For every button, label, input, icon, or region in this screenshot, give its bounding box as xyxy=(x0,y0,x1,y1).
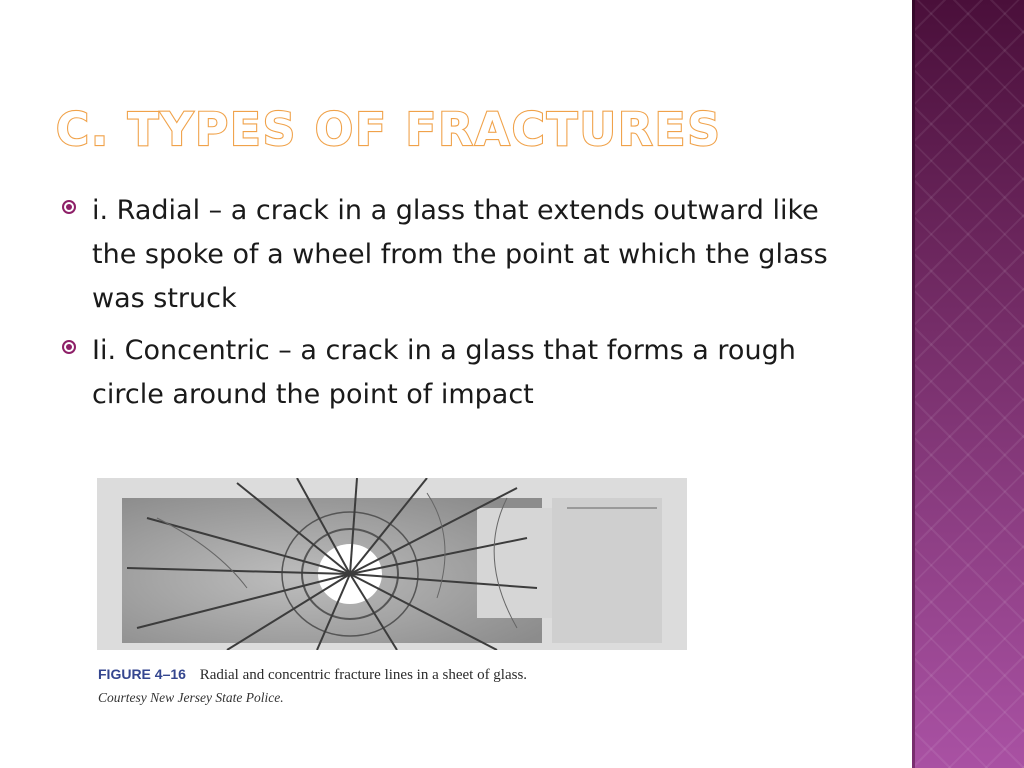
bullet-text: Ii. Concentric – a crack in a glass that forms a rough circle around the point of impact xyxy=(92,335,796,410)
bullet-item-radial xyxy=(62,189,852,321)
figure-caption-text: Radial and concentric fracture lines in a sheet of glass. xyxy=(199,667,528,683)
fracture-photo xyxy=(97,478,687,650)
side-band-edge xyxy=(912,0,915,768)
bullet-list xyxy=(62,189,852,425)
figure-credit: Courtesy New Jersey State Police. xyxy=(98,690,284,705)
bullet-text: i. Radial – a crack in a glass that extends outward like the spoke of a wheel from the point at which the glass was struck xyxy=(92,195,828,314)
decorative-side-band xyxy=(912,0,1024,768)
circle-bullet-icon xyxy=(62,200,76,214)
slide-title: C. TYPES OF FRACTURES xyxy=(56,103,722,156)
shattered-glass-image xyxy=(97,478,687,650)
figure-caption xyxy=(98,666,527,684)
bullet-item-concentric xyxy=(62,329,852,417)
circle-bullet-icon xyxy=(62,340,76,354)
figure-label: FIGURE 4–16 xyxy=(98,666,186,682)
